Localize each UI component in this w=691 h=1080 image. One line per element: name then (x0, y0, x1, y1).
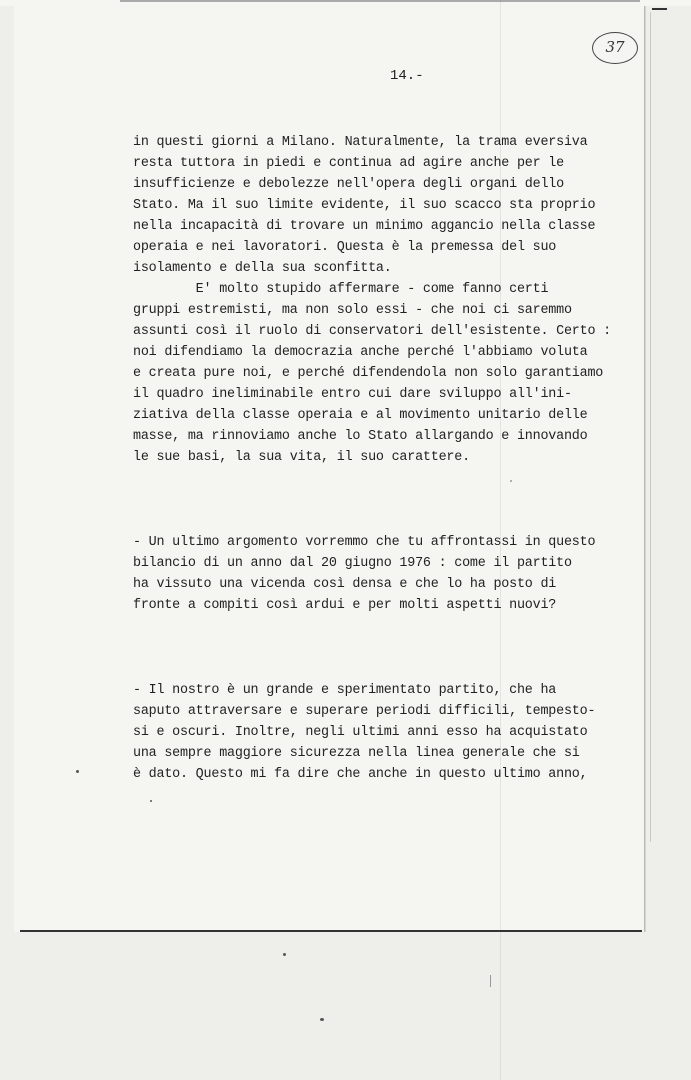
text-line: masse, ma rinnoviamo anche lo Stato allargando e innovando (133, 429, 588, 444)
text-line: si e oscuri. Inoltre, negli ultimi anni esso ha acquistato (133, 725, 588, 740)
edge-mark (652, 8, 667, 10)
text-line: le sue basi, la sua vita, il suo carattere. (133, 450, 470, 465)
text-line: ziativa della classe operaia e al movimento unitario delle (133, 408, 588, 423)
text-line: assunti così il ruolo di conservatori dell'esistente. Certo : (133, 324, 611, 339)
text-line: e creata pure noi, e perché difendendola non solo garantiamo (133, 366, 604, 381)
interview-question (133, 532, 633, 616)
text-line: è dato. Questo mi fa dire che anche in questo ultimo anno, (133, 767, 588, 782)
page-edge (650, 12, 651, 842)
text-line: noi difendiamo la democrazia anche perché l'abbiamo voluta (133, 345, 588, 360)
text-line: operaia e nei lavoratori. Questa è la premessa del suo (133, 240, 557, 255)
dust-speck (76, 770, 79, 773)
text-line: ha vissuto una vicenda così densa e che lo ha posto di (133, 577, 557, 592)
text-line: una sempre maggiore sicurezza nella linea generale che si (133, 746, 580, 761)
text-line: in questi giorni a Milano. Naturalmente, la trama eversiva (133, 135, 588, 150)
dust-speck (320, 1018, 324, 1021)
text-line: gruppi estremisti, ma non solo essi - che noi ci saremmo (133, 303, 572, 318)
interview-answer (133, 680, 633, 785)
text-line: isolamento e della sua sconfitta. (133, 261, 392, 276)
text-line: - Il nostro è un grande e sperimentato partito, che ha (133, 683, 557, 698)
text-line: fronte a compiti così ardui e per molti aspetti nuovi? (133, 598, 557, 613)
text-line: saputo attraversare e superare periodi difficili, tempesto- (133, 704, 596, 719)
paragraph-body (133, 132, 633, 468)
text-line: bilancio di un anno dal 20 giugno 1976 : come il partito (133, 556, 572, 571)
text-line: E' molto stupido affermare - come fanno certi (133, 282, 549, 297)
text-line: nella incapacità di trovare un minimo aggancio nella classe (133, 219, 596, 234)
text-line: Stato. Ma il suo limite evidente, il suo scacco sta proprio (133, 198, 596, 213)
dust-speck (283, 953, 286, 956)
bottom-rule (20, 930, 642, 932)
text-line: - Un ultimo argomento vorremmo che tu affrontassi in questo (133, 535, 596, 550)
text-line: insufficienze e debolezze nell'opera degli organi dello (133, 177, 564, 192)
circled-page-stamp: 37 (592, 32, 638, 64)
text-line: resta tuttora in piedi e continua ad agire anche per le (133, 156, 564, 171)
dust-speck (150, 800, 152, 802)
page-number: 14.- (390, 68, 424, 84)
dust-speck (510, 480, 512, 482)
dust-speck (490, 975, 491, 987)
text-line: il quadro ineliminabile entro cui dare sviluppo all'ini- (133, 387, 572, 402)
